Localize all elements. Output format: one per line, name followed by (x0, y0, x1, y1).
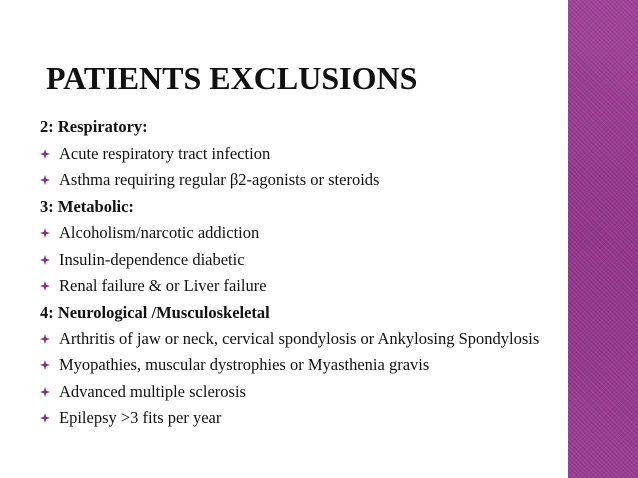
four-point-star-icon (40, 360, 50, 370)
four-point-star-icon (40, 175, 50, 185)
four-point-star-icon (40, 413, 50, 423)
four-point-star-icon (40, 281, 50, 291)
list-item-text: Myopathies, muscular dystrophies or Myasthenia gravis (59, 355, 430, 374)
four-point-star-icon (40, 228, 50, 238)
list-item (40, 167, 560, 194)
list-item-text: Asthma requiring regular β2-agonists or steroids (59, 170, 380, 189)
four-point-star-icon (40, 149, 50, 159)
list-item-text: Alcoholism/narcotic addiction (59, 223, 260, 242)
list-item-text: Arthritis of jaw or neck, cervical spondylosis or Ankylosing Spondylosis (59, 329, 540, 348)
list-item (40, 326, 560, 352)
slide-content (40, 114, 560, 432)
list-item-text: Acute respiratory tract infection (59, 143, 271, 163)
list-item (40, 247, 560, 274)
section-heading-metabolic: 3: Metabolic: (40, 196, 134, 216)
list-item (40, 220, 560, 247)
list-item (40, 273, 560, 300)
list-item (40, 352, 560, 379)
list-item-text: Epilepsy >3 fits per year (59, 408, 222, 427)
slide-title: PATIENTS EXCLUSIONS (46, 60, 418, 96)
decorative-side-band (568, 0, 638, 478)
list-item-text: Renal failure & or Liver failure (59, 276, 267, 295)
four-point-star-icon (40, 334, 50, 344)
list-item-text: Insulin-dependence diabetic (59, 249, 245, 269)
section-heading-neurological: 4: Neurological /Musculoskeletal (40, 302, 270, 322)
section-heading-respiratory: 2: Respiratory: (40, 117, 148, 136)
list-item-text: Advanced multiple sclerosis (59, 381, 246, 401)
four-point-star-icon (40, 255, 50, 265)
list-item (40, 405, 560, 432)
list-item (40, 141, 560, 168)
four-point-star-icon (40, 387, 50, 397)
list-item (40, 379, 560, 406)
